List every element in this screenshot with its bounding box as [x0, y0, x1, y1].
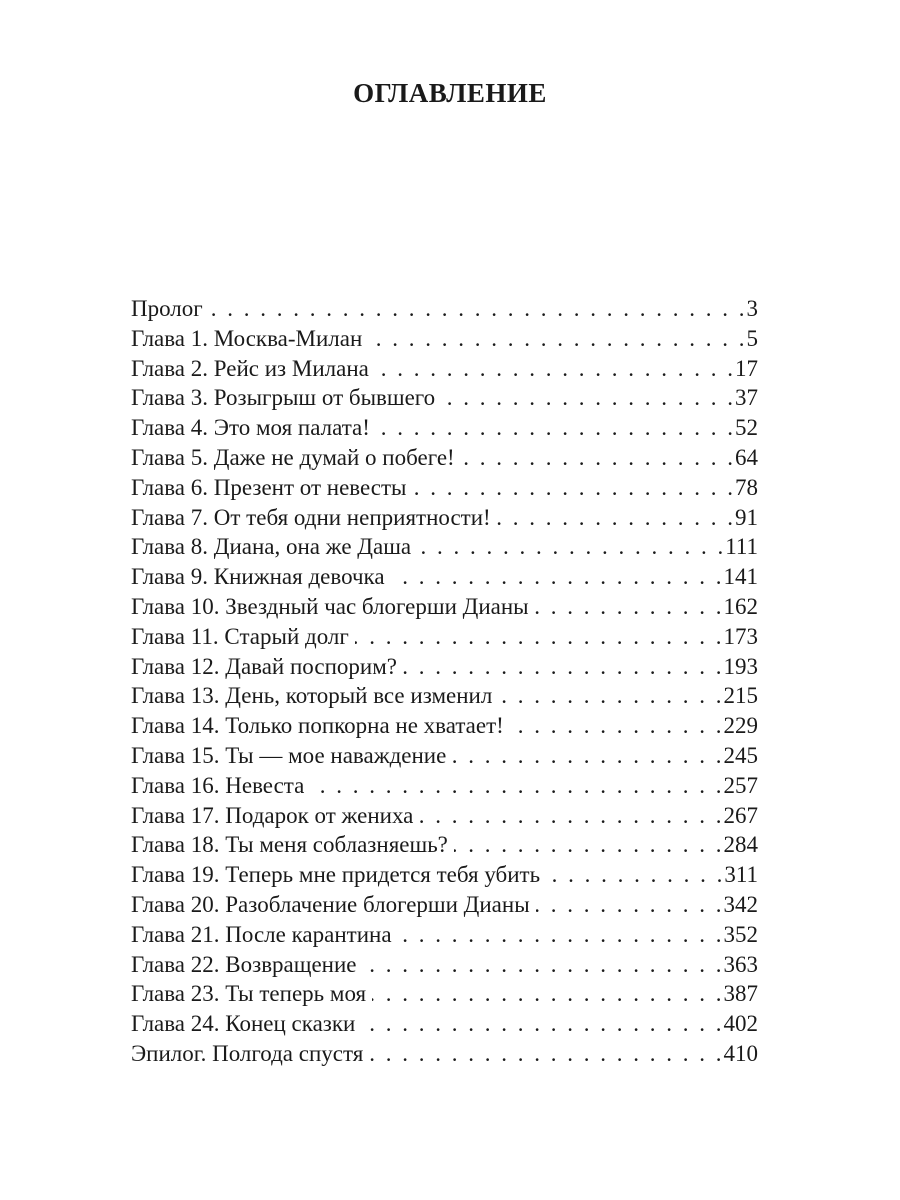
toc-entry-page: 141	[723, 564, 758, 590]
toc-entry-title: Глава 24. Конец сказки	[131, 1011, 356, 1037]
page-title: ОГЛАВЛЕНИЕ	[353, 78, 547, 108]
toc-entry	[131, 890, 758, 920]
toc-entry-page: 17	[735, 355, 758, 381]
dot-leader	[510, 711, 722, 741]
table-of-contents	[131, 294, 758, 1069]
toc-entry-title: Глава 17. Подарок от жениха	[131, 802, 414, 828]
dot-leader	[403, 652, 722, 682]
toc-entry-title: Глава 3. Розыгрыш от бывшего	[131, 385, 436, 411]
dot-leader	[369, 1039, 721, 1069]
toc-entry	[131, 711, 758, 741]
toc-entry-title: Глава 7. От тебя одни неприятности!	[131, 504, 491, 530]
dot-leader	[368, 324, 744, 354]
toc-entry	[131, 473, 758, 503]
dot-leader	[536, 890, 722, 920]
toc-entry	[131, 771, 758, 801]
dot-leader	[535, 592, 722, 622]
toc-entry-page: 311	[724, 862, 758, 888]
dot-leader	[413, 473, 733, 503]
toc-entry	[131, 383, 758, 413]
dot-leader	[355, 622, 722, 652]
toc-entry	[131, 950, 758, 980]
toc-entry-title: Глава 13. День, который все изменил	[131, 683, 493, 709]
toc-entry-page: 5	[746, 325, 758, 351]
dot-leader	[391, 562, 722, 592]
toc-entry-page: 78	[735, 474, 758, 500]
toc-entry	[131, 860, 758, 890]
dot-leader	[363, 950, 722, 980]
toc-entry-page: 111	[725, 534, 758, 560]
toc-entry-page: 284	[723, 832, 758, 858]
toc-entry	[131, 562, 758, 592]
dot-leader	[398, 920, 722, 950]
toc-entry-page: 410	[723, 1040, 758, 1066]
dot-leader	[441, 383, 733, 413]
toc-entry-page: 229	[723, 713, 758, 739]
toc-entry-title: Глава 16. Невеста	[131, 772, 305, 798]
toc-entry-title: Глава 14. Только попкорна не хватает!	[131, 713, 504, 739]
toc-entry-title: Глава 6. Презент от невесты	[131, 474, 407, 500]
toc-entry-page: 342	[723, 891, 758, 917]
toc-entry	[131, 294, 758, 324]
dot-leader	[498, 681, 721, 711]
toc-entry	[131, 443, 758, 473]
dot-leader	[454, 830, 722, 860]
dot-leader	[372, 979, 721, 1009]
toc-entry	[131, 681, 758, 711]
toc-entry	[131, 324, 758, 354]
toc-entry-title: Глава 20. Разоблачение блогерши Дианы	[131, 891, 530, 917]
toc-entry-title: Глава 11. Старый долг	[131, 623, 349, 649]
toc-entry-title: Глава 15. Ты — мое наваждение	[131, 742, 447, 768]
toc-entry	[131, 592, 758, 622]
toc-entry-page: 162	[723, 593, 758, 619]
toc-entry-page: 363	[723, 951, 758, 977]
toc-entry	[131, 622, 758, 652]
toc-entry	[131, 920, 758, 950]
toc-entry-title: Глава 9. Книжная девочка	[131, 564, 385, 590]
toc-entry-page: 173	[723, 623, 758, 649]
toc-entry-page: 52	[735, 415, 758, 441]
toc-entry-title: Глава 19. Теперь мне придется тебя убить	[131, 862, 541, 888]
toc-entry-title: Глава 22. Возвращение	[131, 951, 357, 977]
toc-entry-page: 215	[723, 683, 758, 709]
toc-entry-title: Пролог	[131, 296, 203, 321]
toc-entry-title: Глава 2. Рейс из Милана	[131, 355, 369, 381]
toc-entry-page: 267	[723, 802, 758, 828]
toc-entry-page: 91	[735, 504, 758, 530]
dot-leader	[375, 354, 733, 384]
toc-entry	[131, 652, 758, 682]
toc-entry-title: Глава 21. После карантина	[131, 921, 392, 947]
toc-entry	[131, 532, 758, 562]
toc-entry-title: Глава 12. Давай поспорим?	[131, 653, 397, 679]
toc-entry-title: Глава 5. Даже не думай о побеге!	[131, 444, 455, 470]
toc-entry-title: Глава 1. Москва-Милан	[131, 325, 363, 351]
dot-leader	[546, 860, 722, 890]
dot-leader	[419, 801, 721, 831]
toc-entry	[131, 801, 758, 831]
dot-leader	[497, 503, 733, 533]
toc-entry-page: 245	[723, 742, 758, 768]
toc-entry-page: 402	[723, 1011, 758, 1037]
dot-leader	[461, 443, 733, 473]
dot-leader	[417, 532, 723, 562]
toc-entry-title: Глава 4. Это моя палата!	[131, 415, 370, 441]
toc-entry	[131, 1039, 758, 1069]
toc-entry-title: Глава 8. Диана, она же Даша	[131, 534, 412, 560]
toc-entry-page: 257	[723, 772, 758, 798]
toc-entry-page: 352	[723, 921, 758, 947]
toc-entry-title: Глава 18. Ты меня соблазняешь?	[131, 832, 448, 858]
toc-entry	[131, 413, 758, 443]
toc-entry-page: 37	[735, 385, 758, 411]
toc-entry-title: Глава 23. Ты теперь моя	[131, 981, 367, 1007]
dot-leader	[452, 741, 721, 771]
toc-entry	[131, 354, 758, 384]
toc-entry-title: Эпилог. Полгода спустя	[131, 1040, 364, 1066]
dot-leader	[376, 413, 733, 443]
toc-entry-title: Глава 10. Звездный час блогерши Дианы	[131, 593, 529, 619]
toc-entry-page: 387	[723, 981, 758, 1007]
toc-entry	[131, 741, 758, 771]
dot-leader	[361, 1009, 721, 1039]
toc-entry	[131, 830, 758, 860]
dot-leader	[209, 294, 745, 324]
dot-leader	[310, 771, 721, 801]
toc-entry	[131, 979, 758, 1009]
toc-entry-page: 3	[746, 296, 758, 321]
toc-entry	[131, 503, 758, 533]
toc-entry-page: 64	[735, 444, 758, 470]
toc-entry	[131, 1009, 758, 1039]
toc-entry-page: 193	[723, 653, 758, 679]
